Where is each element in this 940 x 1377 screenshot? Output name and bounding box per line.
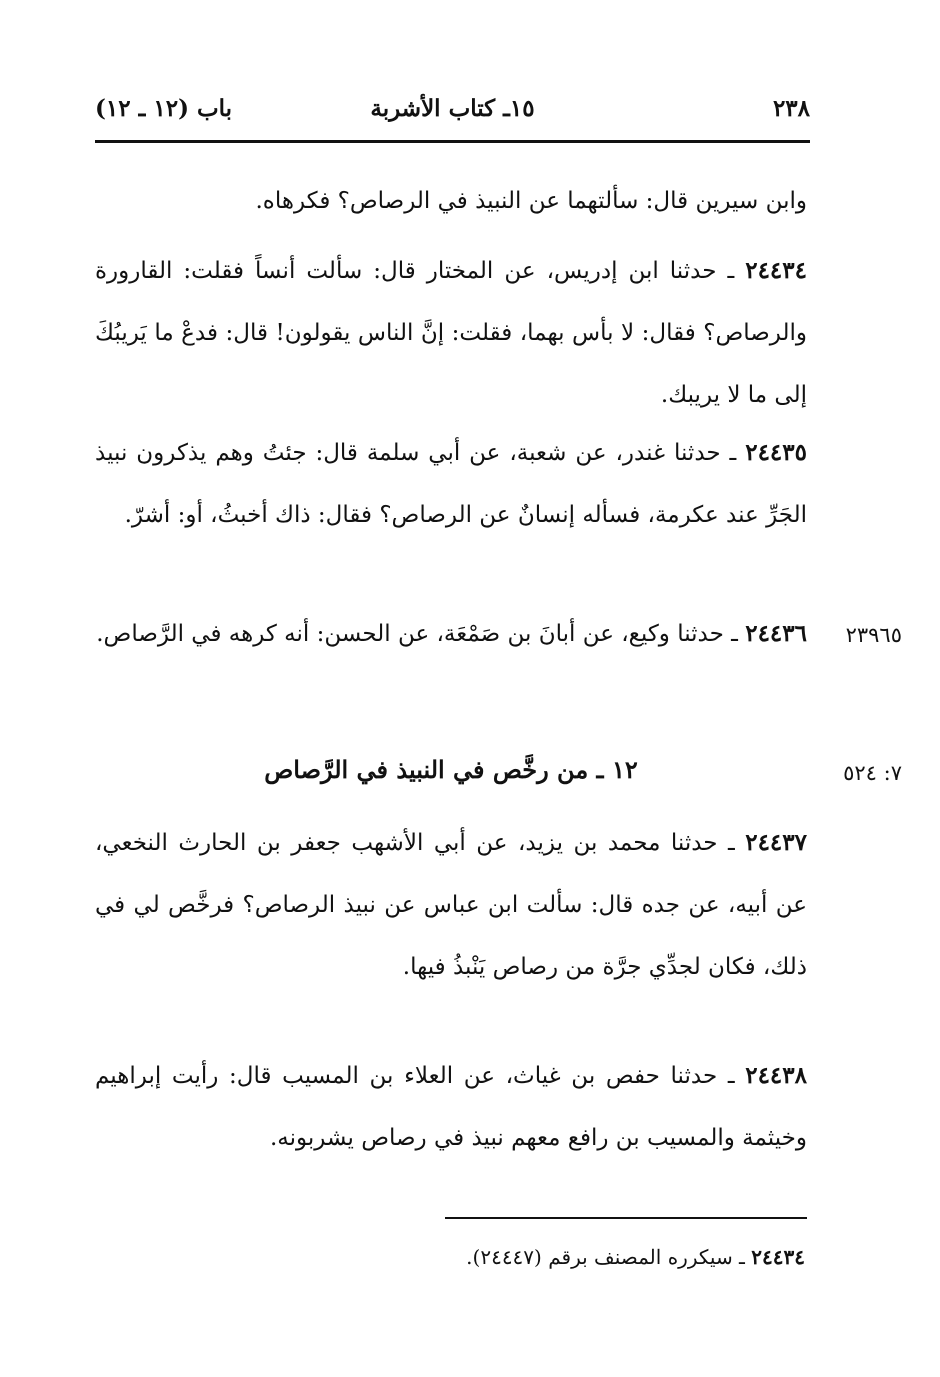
hadith-number: ٢٤٤٣٦ [745,620,807,647]
hadith-text: ـ حدثنا ابن إدريس، عن المختار قال: سألت أنساً فقلت: القارورة والرصاص؟ فقال: لا بأس بهما، فقلت: إنَّ الناس يقولون! قال: فدعْ ما يَريبُكَ إلى ما لا يريبك. [95,258,807,408]
hadith-24435 [95,422,807,546]
hadith-number: ٢٤٤٣٨ [745,1062,807,1089]
hadith-24436 [95,603,807,665]
margin-note: ٢٣٩٦٥ [845,623,902,647]
footnote [95,1242,805,1272]
footnote-number: ٢٤٤٣٤ [751,1245,805,1269]
hadith-text: ـ حدثنا حفص بن غياث، عن العلاء بن المسيب قال: رأيت إبراهيم وخيثمة والمسيب بن رافع معهم نبيذ في رصاص يشربونه. [95,1063,807,1151]
paragraph-text: وابن سيرين قال: سألتهما عن النبيذ في الرصاص؟ فكرهاه. [255,188,807,214]
hadith-text: ـ حدثنا محمد بن يزيد، عن أبي الأشهب جعفر بن الحارث النخعي، عن أبيه، عن جده قال: سألت ابن عباس عن نبيذ الرصاص؟ فرخَّص لي في ذلك، فكان لجدِّي جرَّة من رصاص يَنْبذُ فيها. [95,830,807,980]
hadith-text: ـ حدثنا وكيع، عن أبانَ بن صَمْعَة، عن الحسن: أنه كرهه في الرَّصاص. [96,621,746,647]
hadith-number: ٢٤٤٣٥ [745,439,807,466]
hadith-24437 [95,812,807,998]
footnote-text: ـ سيكرره المصنف برقم (٢٤٤٤٧). [466,1245,752,1269]
hadith-text: ـ حدثنا غندر، عن شعبة، عن أبي سلمة قال: جئتُ وهم يذكرون نبيذ الجَرِّ عند عكرمة، فسأله إنسانٌ عن الرصاص؟ فقال: ذاك أخبثُ، أو: أشرّ. [95,440,807,528]
chapter-reference: باب (١٢ ـ ١٢) [95,95,233,122]
margin-note: ٧: ٥٢٤ [843,761,902,785]
paragraph-continuation [95,170,807,232]
page-header [95,92,810,134]
hadith-number: ٢٤٤٣٧ [745,829,807,856]
header-rule [95,140,810,143]
book-title: ١٥ـ كتاب الأشربة [370,95,535,122]
chapter-heading: ١٢ ـ من رخَّص في النبيذ في الرَّصاص [264,755,638,784]
hadith-number: ٢٤٤٣٤ [745,257,807,284]
page-number: ٢٣٨ [772,95,810,122]
hadith-24438 [95,1045,807,1169]
hadith-24434 [95,240,807,426]
footnote-rule [445,1217,807,1219]
